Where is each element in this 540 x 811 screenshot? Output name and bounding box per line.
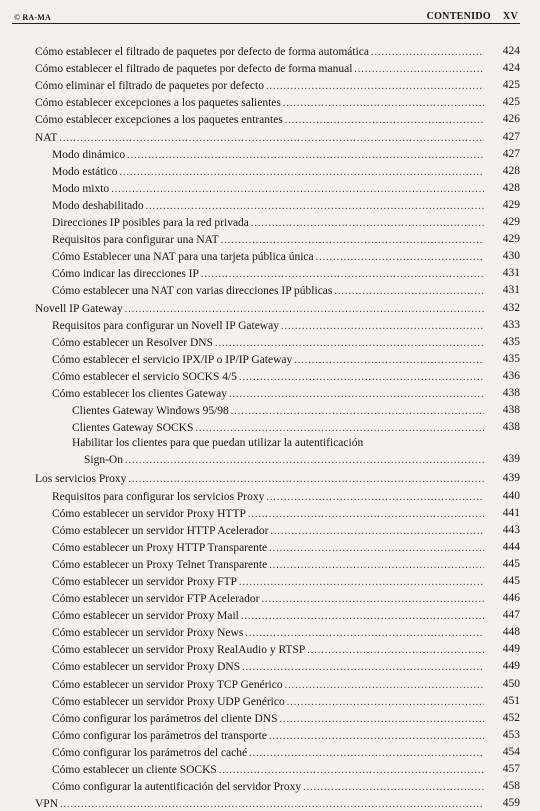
toc-page-number: 446 (502, 592, 520, 605)
toc-entry-title: Cómo establecer excepciones a los paquetes entrantes (35, 114, 283, 127)
toc-entry-title: Cómo establecer un servidor FTP Acelerador (52, 593, 260, 606)
toc-entry[interactable] (0, 743, 540, 760)
toc-entry[interactable] (0, 674, 540, 691)
toc-entry[interactable] (0, 760, 540, 777)
toc-entry-title: NAT (35, 131, 58, 144)
toc-page-number: 449 (502, 660, 520, 673)
toc-entry-title-cont: Sign-On (84, 454, 123, 467)
toc-entry[interactable] (0, 726, 540, 743)
toc-entry-title: Cómo establecer una NAT con varias direcciones IP públicas (52, 285, 333, 298)
toc-entry[interactable] (0, 127, 540, 144)
toc-entry[interactable] (0, 589, 540, 606)
dot-leader (266, 80, 484, 93)
toc-entry-title: Cómo establecer el servicio SOCKS 4/5 (52, 370, 237, 383)
dot-leader (266, 491, 484, 504)
running-header (14, 6, 518, 22)
dot-leader (269, 730, 484, 743)
dot-leader (221, 234, 484, 247)
toc-entry[interactable] (0, 298, 540, 315)
toc-page-number: 426 (502, 113, 520, 126)
dot-leader (285, 679, 484, 692)
toc-page-number: 429 (502, 233, 520, 246)
dot-leader (248, 508, 484, 521)
toc-entry-title: Cómo establecer un Proxy Telnet Transparente (52, 558, 268, 571)
dot-leader (219, 764, 484, 777)
toc-entry[interactable] (0, 247, 540, 264)
toc-page-number: 430 (502, 250, 520, 263)
toc-page-number: 425 (502, 79, 520, 92)
dot-leader (261, 593, 484, 606)
dot-leader (229, 388, 484, 401)
toc-page-number: 440 (502, 489, 520, 502)
toc-entry-title: Novell IP Gateway (35, 302, 123, 315)
toc-page-number: 458 (502, 780, 520, 793)
toc-entry[interactable] (0, 145, 540, 162)
dot-leader (283, 97, 484, 110)
toc-entry[interactable] (0, 623, 540, 640)
dot-leader (59, 132, 484, 145)
toc-entry-title: Cómo establecer un servidor Proxy Mail (52, 610, 239, 623)
toc-entry[interactable] (0, 692, 540, 709)
toc-page-number: 444 (502, 540, 520, 553)
toc-entry[interactable] (0, 264, 540, 281)
dot-leader (125, 303, 484, 316)
toc-entry-title: Cómo establecer el filtrado de paquetes por defecto de forma automática (35, 46, 369, 59)
dot-leader (279, 713, 484, 726)
toc-entry-title: Cómo establecer el filtrado de paquetes por defecto de forma manual (35, 63, 353, 76)
toc-page-number: 443 (502, 523, 520, 536)
toc-page-number: 447 (502, 609, 520, 622)
toc-entry[interactable] (0, 196, 540, 213)
toc-entry[interactable] (0, 435, 540, 469)
toc-page-number: 439 (502, 453, 520, 466)
dot-leader (334, 285, 484, 298)
toc-entry[interactable] (0, 281, 540, 298)
toc-entry-title: Cómo establecer los clientes Gateway (52, 387, 227, 400)
toc-entry-title: Habilitar los clientes para que puedan utilizar la autentificación (72, 437, 364, 450)
dot-leader (249, 747, 484, 760)
toc-entry-title: VPN (35, 798, 59, 811)
toc-page-number: 445 (502, 575, 520, 587)
toc-entry[interactable] (0, 640, 540, 657)
page-number: XV (502, 11, 518, 22)
toc-page-number: 427 (502, 147, 520, 160)
toc-entry[interactable] (0, 606, 540, 623)
toc-entry[interactable] (0, 384, 540, 401)
toc-entry[interactable] (0, 401, 540, 418)
toc-entry-title: Clientes Gateway SOCKS (72, 422, 194, 435)
toc-page-number: 425 (502, 96, 520, 109)
toc-entry-title: Cómo establecer un servidor Proxy DNS (52, 661, 241, 674)
toc-entry-title: Cómo establecer un servidor Proxy FTP (52, 576, 237, 588)
header-rule (12, 23, 520, 24)
toc-entry[interactable] (0, 316, 540, 333)
toc-page-number: 451 (502, 694, 520, 707)
toc-entry[interactable] (0, 709, 540, 726)
toc-entry-title: Cómo configurar la autentificación del servidor Proxy (52, 781, 302, 794)
toc-entry-title: Requisitos para configurar un Novell IP Gateway (52, 319, 279, 332)
toc-entry-title: Cómo establecer un Resolver DNS (52, 336, 213, 349)
toc-entry-title: Cómo establecer excepciones a los paquetes salientes (35, 97, 281, 110)
dot-leader (303, 781, 484, 794)
dot-leader (269, 542, 484, 555)
dot-leader (111, 183, 484, 196)
dot-leader (60, 798, 484, 811)
toc-page-number: 435 (502, 352, 520, 365)
toc-entry[interactable] (0, 213, 540, 230)
toc-page-number: 454 (502, 745, 520, 758)
toc-entry[interactable] (0, 179, 540, 196)
header-right (427, 11, 518, 22)
toc-page-number: 427 (502, 130, 520, 143)
dot-leader (294, 354, 484, 367)
toc-entry[interactable] (0, 794, 540, 811)
toc-entry-title: Cómo establecer un servidor Proxy UDP Genérico (52, 695, 285, 708)
toc-entry-title: Requisitos para configurar los servicios Proxy (52, 490, 265, 503)
toc-entry-title: Modo dinámico (52, 148, 126, 161)
dot-leader (245, 627, 484, 640)
dot-leader (195, 422, 484, 435)
dot-leader (125, 452, 484, 469)
toc-entry-title: Clientes Gateway Windows 95/98 (72, 405, 229, 418)
publisher-mark: © RA-MA (14, 13, 51, 22)
dot-leader (371, 46, 484, 59)
toc-page-number: 459 (502, 797, 520, 810)
toc-page-number: 431 (502, 284, 520, 297)
toc-entry-title: Cómo configurar los parámetros del cliente DNS (52, 712, 278, 725)
dot-leader (316, 251, 484, 264)
dot-leader (287, 696, 484, 709)
toc-entry[interactable] (0, 777, 540, 794)
toc-entry[interactable] (0, 93, 540, 110)
dot-leader (241, 610, 484, 623)
toc-entry[interactable] (0, 110, 540, 127)
toc-page-number: 445 (502, 557, 520, 570)
toc-entry[interactable] (0, 350, 540, 367)
toc-page-number: 441 (502, 506, 520, 519)
toc-entry[interactable] (0, 657, 540, 674)
toc-page-number: 431 (502, 267, 520, 280)
toc-page-number: 428 (502, 181, 520, 194)
toc-entry[interactable] (0, 469, 540, 486)
section-title: CONTENIDO (426, 11, 491, 22)
toc-entry[interactable] (0, 486, 540, 503)
dot-leader (281, 320, 484, 333)
toc-entry[interactable] (0, 504, 540, 521)
toc-entry-title: Cómo indicar las direcciones IP (52, 268, 199, 281)
toc-entry-title: Cómo establecer el servicio IPX/IP o IP/IP Gateway (52, 353, 293, 366)
toc-entry[interactable] (0, 42, 540, 59)
toc-entry[interactable] (0, 572, 540, 589)
toc-page-number: 452 (502, 711, 520, 724)
toc-entry[interactable] (0, 521, 540, 538)
toc-entry[interactable] (0, 230, 540, 247)
toc-entry-title: Modo estático (52, 165, 118, 178)
toc-entry-title: Cómo eliminar el filtrado de paquetes por defecto (35, 80, 264, 93)
dot-leader (146, 200, 484, 213)
dot-leader (215, 337, 484, 350)
toc-entry[interactable] (0, 555, 540, 572)
toc-entry[interactable] (0, 538, 540, 555)
toc-entry[interactable] (0, 333, 540, 350)
dot-leader (269, 559, 484, 572)
dot-leader (231, 405, 484, 418)
toc-page-number: 435 (502, 335, 520, 348)
dot-leader (242, 661, 484, 674)
dot-leader (201, 268, 484, 281)
toc-entry-title: Los servicios Proxy (35, 473, 127, 486)
toc-entry[interactable] (0, 418, 540, 435)
toc-page-number: 428 (502, 164, 520, 177)
toc-entry[interactable] (0, 76, 540, 93)
dot-leader (127, 149, 484, 162)
toc-page-number: 424 (502, 45, 520, 58)
toc-entry-title: Cómo establecer un cliente SOCKS (52, 764, 217, 777)
table-of-contents (0, 42, 540, 811)
toc-page-number: 448 (502, 626, 520, 639)
dot-leader (307, 644, 484, 657)
dot-leader (128, 473, 484, 486)
toc-entry-title: Cómo Establecer una NAT para una tarjeta pública única (52, 251, 314, 264)
toc-page-number: 457 (502, 763, 520, 776)
dot-leader (119, 166, 484, 179)
toc-page-number: 436 (502, 369, 520, 382)
toc-page-number: 424 (502, 62, 520, 75)
toc-entry-title: Cómo configurar los parámetros del caché (52, 746, 248, 759)
dot-leader (239, 576, 484, 589)
toc-page-number: 438 (502, 404, 520, 417)
toc-page-number: 449 (502, 643, 520, 656)
toc-page-number: 438 (502, 421, 520, 434)
toc-entry-title: Cómo establecer un servidor HTTP Acelerador (52, 524, 269, 537)
dot-leader (239, 371, 484, 384)
dot-leader (251, 217, 484, 230)
toc-page-number: 450 (502, 677, 520, 690)
toc-entry-title: Direcciones IP posibles para la red privada (52, 217, 249, 230)
toc-page-number: 453 (502, 728, 520, 741)
toc-entry-title: Modo mixto (52, 182, 110, 195)
toc-entry-title: Cómo establecer un servidor Proxy HTTP (52, 507, 246, 520)
toc-entry[interactable] (0, 367, 540, 384)
toc-entry-title: Modo deshabilitado (52, 199, 144, 212)
toc-entry-title: Cómo establecer un servidor Proxy RealAudio y RTSP (52, 644, 306, 657)
dot-leader (354, 63, 484, 76)
toc-page-number: 439 (502, 472, 520, 485)
dot-leader (270, 525, 484, 538)
toc-entry-title: Cómo establecer un Proxy HTTP Transparente (52, 541, 268, 554)
toc-page-number: 429 (502, 198, 520, 211)
toc-entry-title: Cómo establecer un servidor Proxy News (52, 627, 244, 640)
toc-entry-title: Cómo configurar los parámetros del transporte (52, 729, 267, 742)
toc-entry[interactable] (0, 162, 540, 179)
toc-entry-title: Cómo establecer un servidor Proxy TCP Genérico (52, 678, 283, 691)
toc-page-number: 438 (502, 386, 520, 399)
dot-leader (285, 114, 484, 127)
toc-page-number: 429 (502, 216, 520, 229)
toc-page-number: 432 (502, 301, 520, 314)
toc-entry-title: Requisitos para configurar una NAT (52, 234, 219, 247)
toc-page-number: 433 (502, 318, 520, 331)
toc-entry[interactable] (0, 59, 540, 76)
